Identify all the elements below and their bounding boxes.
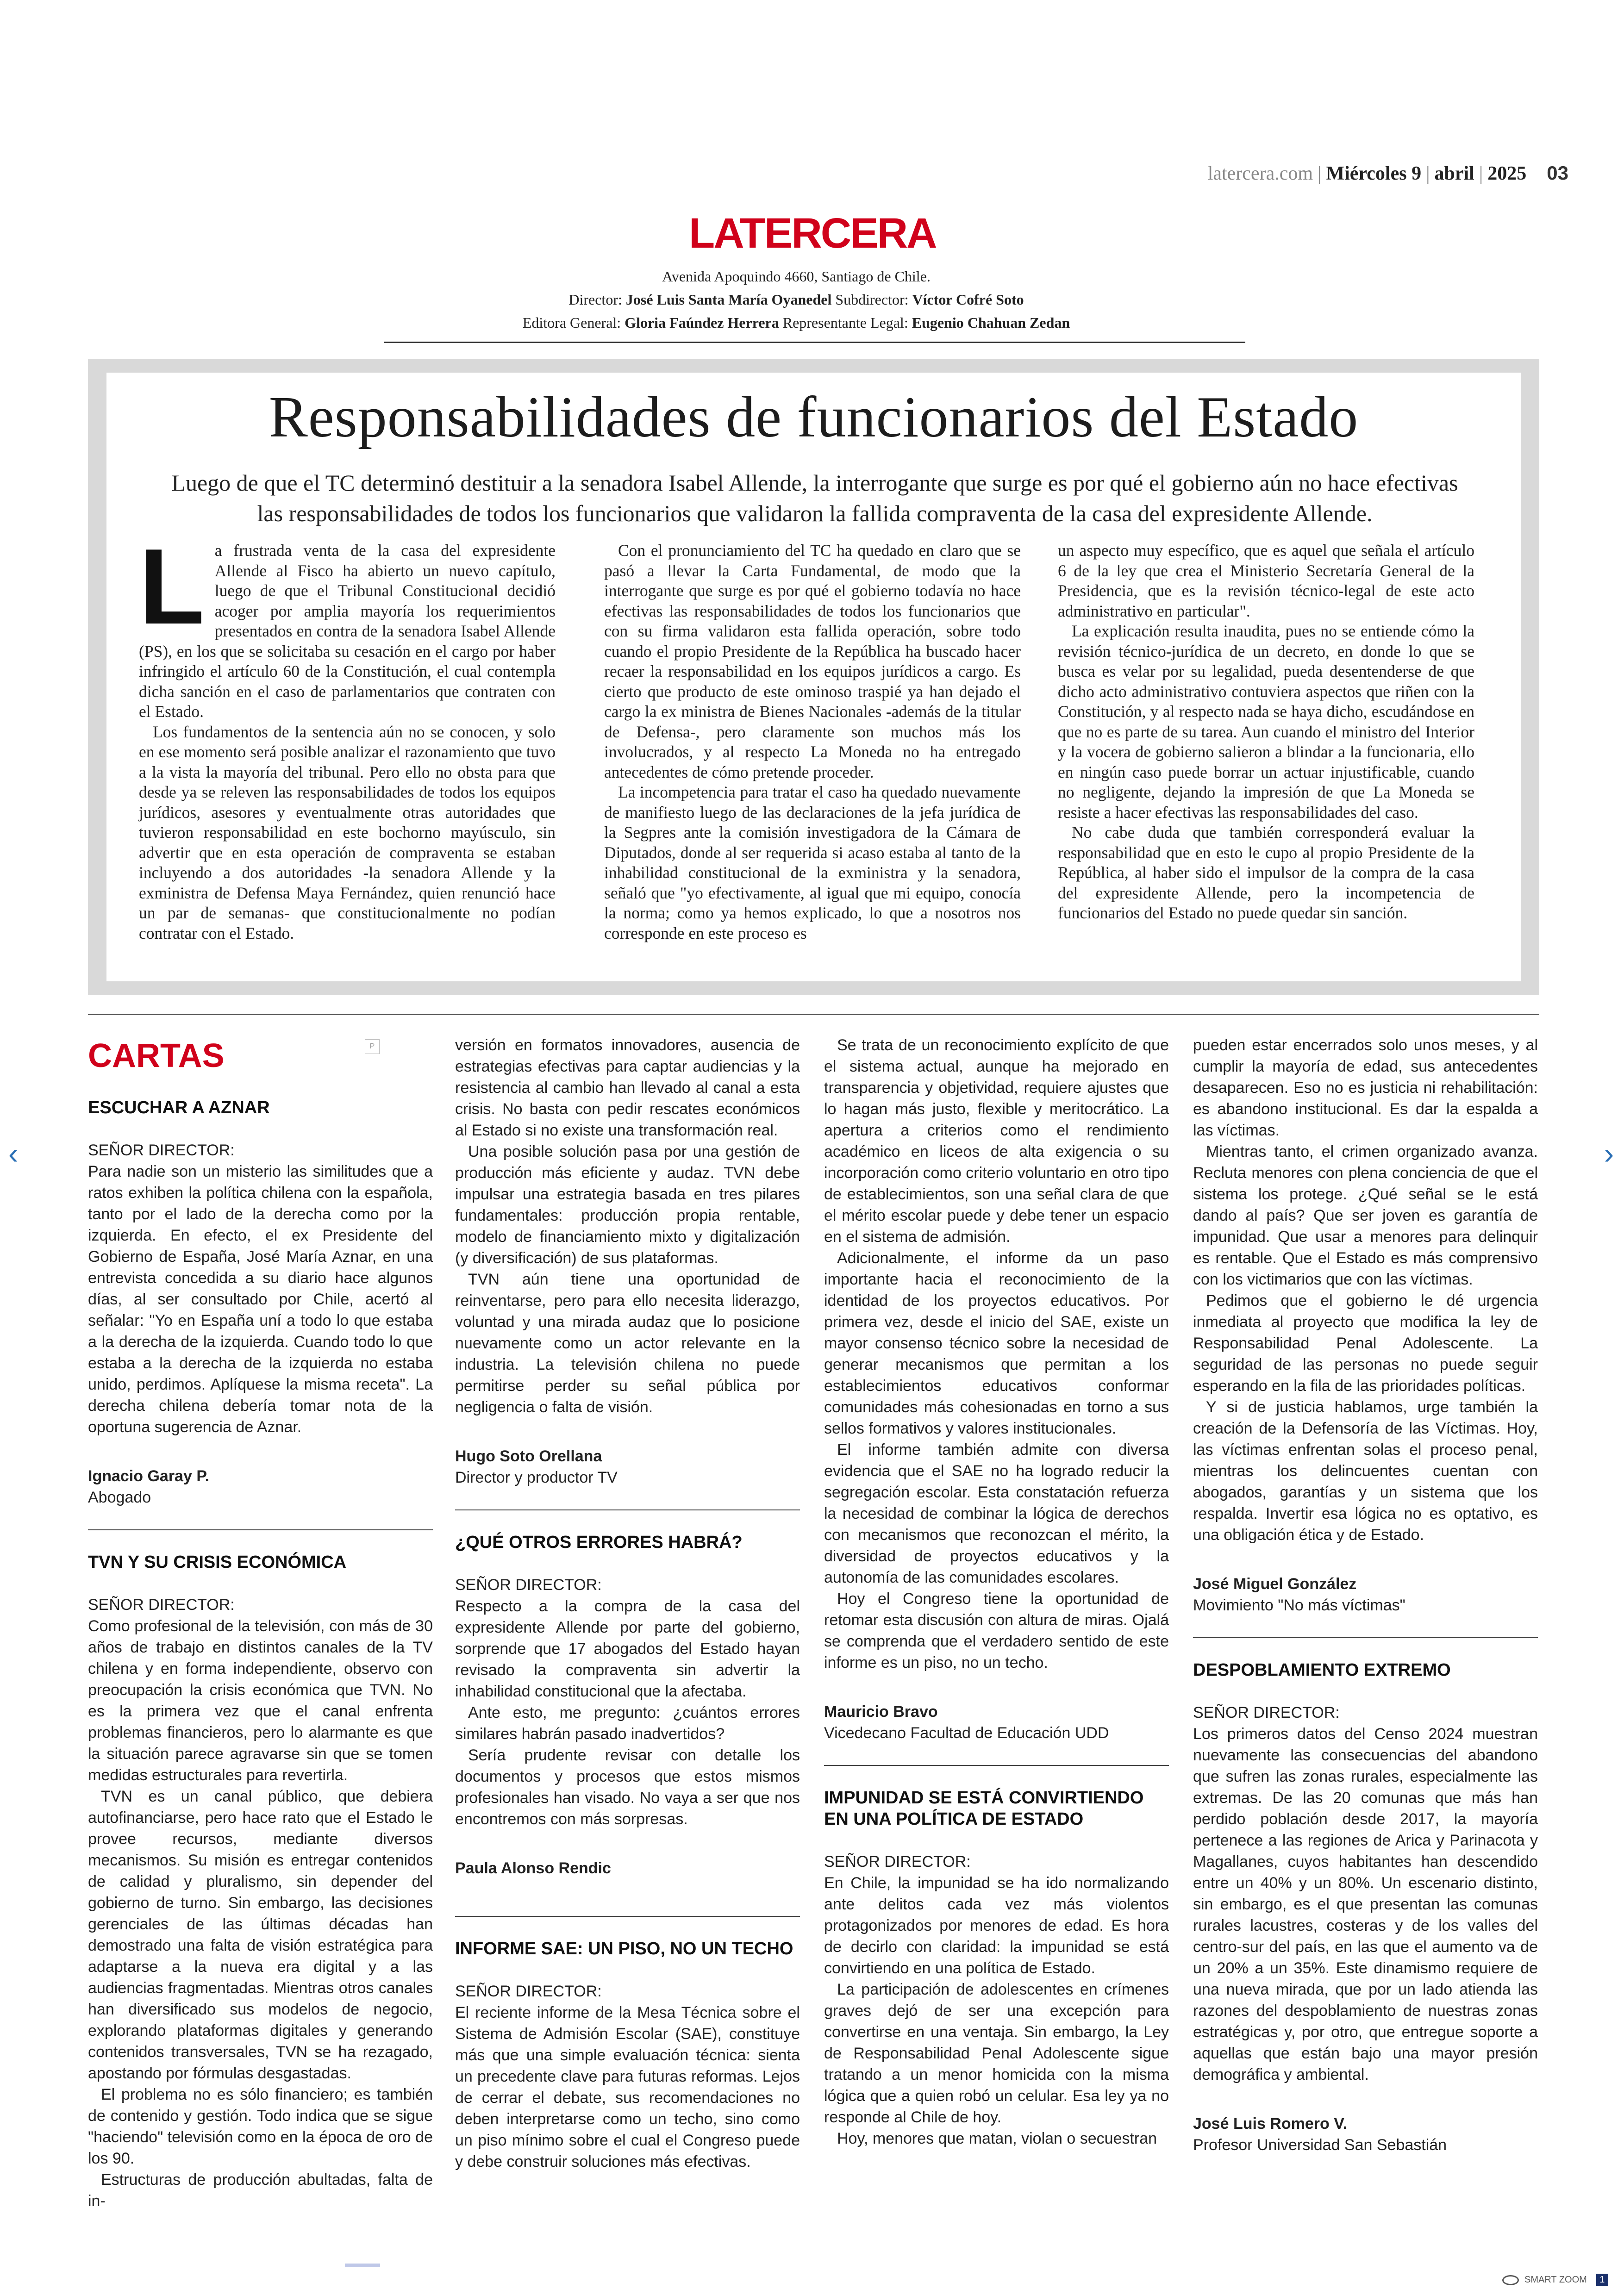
editorial-column-3 xyxy=(1058,541,1474,923)
letter-paragraph: TVN es un canal público, que debiera autofinanciarse, pero hace rato que el Estado le provee recursos, mediante diversos mecanismos. Su misión es entregar contenidos de calidad y pluralismo, sin depender del gobierno de turno. Sin embargo, las decisiones gerenciales de las últimas décadas han demostrado una falta de visión estratégica para adaptarse a la nueva era digital y a las audiencias fragmentadas. Mientras otros canales han diversificado sus modelos de negocio, explorando plataformas digitales y generando contenidos transversales, TVN se ha rezagado, apostando por fórmulas desgastadas. xyxy=(88,1788,433,2082)
letter-title: IMPUNIDAD SE ESTÁ CONVIRTIENDO EN UNA POLÍTICA DE ESTADO xyxy=(824,1788,1144,1829)
editora-line: Editora General: Gloria Faúndez Herrera Representante Legal: Eugenio Chahuan Zedan xyxy=(522,314,1070,331)
editorial-paragraph: La incompetencia para tratar el caso ha quedado nuevamente de manifiesto luego de las declaraciones de la jefa jurídica de la Segpres ante la comisión investigadora de la Cámara de Diputados, donde al ser requerida si acaso estaba al tanto de la inhabilidad constitucional de la exministra y la senadora, señaló que "yo efectivamente, al igual que mi equipo, conocía la norma; como ya hemos explicado, lo que a nosotros nos corresponde en este proceso es xyxy=(604,783,1021,942)
date-month: abril xyxy=(1434,163,1474,184)
dateline: latercera.com | Miércoles 9 | abril | 2025 03 xyxy=(1207,162,1568,184)
letters-column-1 xyxy=(88,1097,433,2212)
letter-paragraph: Hoy, menores que matan, violan o secuestran xyxy=(837,2130,1157,2147)
letter-paragraph: Pedimos que el gobierno le dé urgencia inmediata al proyecto que modifica la ley de Responsabilidad Penal Adolescente. La seguridad de las personas no puede seguir esperando en la fila de las prioridades políticas. xyxy=(1193,1292,1538,1395)
letter-role: Director y productor TV xyxy=(455,1469,618,1486)
masthead-credits xyxy=(417,265,1176,334)
page-number: 03 xyxy=(1547,162,1568,184)
letter-paragraph: Hoy el Congreso tiene la oportunidad de retomar esta discusión con altura de miras. Ojalá se comprenda que el verdadero sentido de este informe es un piso, no un techo. xyxy=(824,1590,1169,1671)
address: Avenida Apoquindo 4660, Santiago de Chile. xyxy=(662,268,931,285)
salutation: SEÑOR DIRECTOR: xyxy=(455,1576,602,1594)
letters-column-3 xyxy=(824,1035,1169,2149)
section-divider xyxy=(88,1014,1539,1015)
pin-icon: P xyxy=(365,1039,380,1054)
letter-paragraph: pueden estar encerrados solo unos meses, y al cumplir la mayoría de edad, sus antecedentes desaparecen. Eso no es justicia ni rehabilitación: es abandono institucional. Es dar la espalda a las víctimas. xyxy=(1193,1036,1538,1139)
letter-paragraph: Respecto a la compra de la casa del expresidente Allende por parte del gobierno, sorprende que 17 abogados del Estado hayan revisado la compraventa sin advertir la inhabilidad constitucional que la afectaba. xyxy=(455,1597,800,1700)
letter-divider xyxy=(1193,1637,1538,1638)
editorial-paragraph: un aspecto muy específico, que es aquel que señala el artículo 6 de la ley que crea el Ministerio Secretaría General de la Presidencia, que es la revisión técnico-legal de este acto administrativo en particular". xyxy=(1058,541,1474,620)
smart-zoom-label: SMART ZOOM xyxy=(1524,2275,1587,2285)
newspaper-logo: LATERCERA xyxy=(689,210,936,257)
letter-paragraph: Adicionalmente, el informe da un paso importante hacia el reconocimiento de la identidad de los proyectos educativos. Por primera vez, desde el inicio del SAE, existe un mayor consenso técnico sobre la necesidad de generar mecanismos que permitan a los establecimientos educativos conformar comunidades más cohesionadas en torno a sus sellos formativos y valores institucionales. xyxy=(824,1249,1169,1437)
letter-role: Abogado xyxy=(88,1489,151,1506)
letter-paragraph: Para nadie son un misterio las similitudes que a ratos exhiben la política chilena con la española, tanto por el lado de la derecha como por la izquierda. En efecto, el ex Presidente del Gobierno de España, José María Aznar, en una entrevista concedida a su diario hace algunos días, al ser consultado por Chile, acertó al señalar: "Yo en España uní a todo lo que estaba a la derecha de la izquierda. Cuando todo lo que estaba a la derecha de la izquierda no estaba unido, perdimos. Aplíquese la misma receta". La derecha chilena debería tomar nota de la oportuna sugerencia de Aznar. xyxy=(88,1163,433,1436)
letter-paragraph: El reciente informe de la Mesa Técnica sobre el Sistema de Admisión Escolar (SAE), constituye más que una simple evaluación técnica: sienta un precedente clave para futuras reformas. Lejos de cerrar el debate, sus recomendaciones no deben interpretarse como un techo, sino como un piso mínimo sobre el cual el Congreso puede y debe construir soluciones más efectivas. xyxy=(455,2004,800,2170)
letter-paragraph: Como profesional de la televisión, con más de 30 años de trabajo en distintos canales de la TV chilena y en forma independiente, observo con preocupación la crisis económica que TVN. No es la primera vez que el canal enfrenta problemas financieros, pero lo alarmante es que la situación parece agravarse sin que se tomen medidas estructurales para revertirla. xyxy=(88,1617,433,1784)
editorial-column-2 xyxy=(604,541,1021,943)
letter-author: José Luis Romero V. xyxy=(1193,2115,1348,2133)
page-scrollbar[interactable] xyxy=(345,2264,380,2267)
letter-paragraph: versión en formatos innovadores, ausencia de estrategias efectivas para captar audiencias y la resistencia al cambio han llevado al canal a esta crisis. No basta con pedir rescates económicos al Estado si no existe una transformación real. xyxy=(455,1036,800,1139)
letter-title: INFORME SAE: UN PISO, NO UN TECHO xyxy=(455,1939,793,1958)
editorial-paragraph: La explicación resulta inaudita, pues no se entiende cómo la revisión técnico-jurídica de un decreto, en donde lo que se busca es velar por su legalidad, pueda desentenderse de que dicho acto administrativo contuviera aspectos que riñen con la Constitución, y al respecto nada se haya dicho, escudándose en que no es parte de su tarea. Aun cuando el ministro del Interior y la vocera de gobierno salieron a blindar a la funcionaria, ello en ningún caso puede borrar un actuar injustificable, cuando no negligente, dejando la impresión de que La Moneda se resiste a hacer efectivas las responsabilidades del caso. xyxy=(1058,622,1474,822)
salutation: SEÑOR DIRECTOR: xyxy=(824,1853,971,1871)
next-page-icon[interactable]: › xyxy=(1604,1137,1614,1170)
salutation: SEÑOR DIRECTOR: xyxy=(88,1596,235,1614)
letter-paragraph: Sería prudente revisar con detalle los documentos y procesos que estos mismos profesionales han visado. No vaya a ser que nos encontremos con más sorpresas. xyxy=(455,1746,800,1828)
letter-author: Ignacio Garay P. xyxy=(88,1467,210,1485)
letter-title: TVN Y SU CRISIS ECONÓMICA xyxy=(88,1553,347,1572)
zoom-level-badge[interactable]: 1 xyxy=(1596,2274,1608,2286)
letter-divider xyxy=(455,1509,800,1510)
cartas-section-title: CARTAS xyxy=(88,1037,225,1074)
letters-column-4 xyxy=(1193,1035,1538,2156)
letter-paragraph: La participación de adolescentes en crímenes graves dejó de ser una excepción para convertirse en una ventaja. Sin embargo, la Ley de Responsabilidad Penal Adolescente sigue tratando a un menor homicida con la misma lógica que a quien robó un celular. Esa ley ya no responde al Chile de hoy. xyxy=(824,1981,1169,2126)
smart-zoom-control[interactable] xyxy=(1502,2274,1608,2286)
letter-title: ESCUCHAR A AZNAR xyxy=(88,1098,270,1117)
editorial-paragraph: Con el pronunciamiento del TC ha quedado en claro que se pasó a llevar la Carta Fundamental, de modo que la interrogante que surge es por qué el gobierno todavía no hace efectivas las responsabilidades de todos los funcionarios que con su firma validaron esta fallida operación, sobre todo cuando el propio Presidente de la República ha buscado hacer recaer la responsabilidad en los equipos jurídicos a cargo. Es cierto que producto de este ominoso traspié ya han dejado el cargo la ex ministra de Bienes Nacionales -además de la titular de Defensa-, pero claramente son muchos más los involucrados, y al respecto La Moneda no ha entregado antecedentes de cómo pretende proceder. xyxy=(604,541,1021,781)
letter-divider xyxy=(824,1765,1169,1766)
letter-role: Profesor Universidad San Sebastián xyxy=(1193,2136,1447,2154)
letter-paragraph: Se trata de un reconocimiento explícito de que el sistema actual, aunque ha mejorado en transparencia y objetividad, requiere ajustes que lo hagan más justo, flexible y meritocrático. La apertura a criterios como el rendimiento académico en liceos de alta exigencia o su incorporación como criterio voluntario en otro tipo de establecimientos, son una señal clara de que el mérito escolar puede y debe tener un espacio en el sistema de admisión. xyxy=(824,1036,1169,1246)
editorial-paragraph: No cabe duda que también corresponderá evaluar la responsabilidad que en esto le cupo al propio Presidente de la República, al haber sido el impulsor de la compra de la casa del expresidente Allende, pero la incompetencia de funcionarios del Estado no puede quedar sin sanción. xyxy=(1058,823,1474,922)
dropcap: L xyxy=(139,527,205,647)
previous-page-icon[interactable]: ‹ xyxy=(8,1137,19,1170)
letter-divider xyxy=(88,1529,433,1530)
letter-paragraph: TVN aún tiene una oportunidad de reinventarse, pero para ello necesita liderazgo, voluntad y una mirada audaz que lo posicione nuevamente como un actor relevante en la industria. La televisión chilena no puede permitirse perder su señal pública por negligencia o falta de visión. xyxy=(455,1271,800,1416)
editorial-title: Responsabilidades de funcionarios del Estado xyxy=(269,385,1359,449)
letter-paragraph: El informe también admite con diversa evidencia que el SAE no ha logrado reducir la segregación escolar. Esta constatación refuerza la necesidad de combinar la lógica de derechos con mecanismos que reconozcan el mérito, la diversidad de proyectos educativos y la autonomía de las comunidades escolares. xyxy=(824,1441,1169,1586)
letter-author: José Miguel González xyxy=(1193,1575,1357,1593)
letter-role: Movimiento "No más víctimas" xyxy=(1193,1597,1405,1614)
letters-column-2 xyxy=(455,1035,800,2172)
letter-paragraph: Una posible solución pasa por una gestión de producción más eficiente y audaz. TVN debe impulsar una estrategia basada en tres pilares fundamentales: producción propia rentable, modelo de financiamiento mixto y digitalización (y diversificación) de sus plataformas. xyxy=(455,1143,800,1267)
letter-paragraph: Mientras tanto, el crimen organizado avanza. Recluta menores con plena conciencia de que el sistema los protege. ¿Qué señal se le está dando al país? Que ser joven es garantía de impunidad. Que usar a menores para delinquir es rentable. Que el Estado es más comprensivo con los victimarios que con las víctimas. xyxy=(1193,1143,1538,1288)
letter-paragraph: Y si de justicia hablamos, urge también la creación de la Defensoría de las Víctimas. Hoy, las víctimas enfrentan solas el proceso penal, mientras los delincuentes cuentan con abogados, garantías y un sistema que los respalda. Invertir esa lógica no es optativo, es una obligación ética y de Estado. xyxy=(1193,1398,1538,1544)
salutation: SEÑOR DIRECTOR: xyxy=(455,1983,602,2000)
letter-author: Paula Alonso Rendic xyxy=(455,1859,611,1877)
letter-title: DESPOBLAMIENTO EXTREMO xyxy=(1193,1660,1451,1680)
salutation: SEÑOR DIRECTOR: xyxy=(88,1141,235,1159)
salutation: SEÑOR DIRECTOR: xyxy=(1193,1704,1340,1721)
editorial-column-1 xyxy=(139,527,556,943)
date-year: 2025 xyxy=(1487,163,1527,184)
letter-paragraph: En Chile, la impunidad se ha ido normalizando ante delitos cada vez más violentos protagonizados por menores de edad. Es hora de decirlo con claridad: la impunidad se está convirtiendo en una política de Estado. xyxy=(824,1874,1169,1977)
letter-paragraph: Los primeros datos del Censo 2024 muestran nuevamente las consecuencias del abandono que sufren las zonas rurales, especialmente las extremas. De las 20 comunas que más han perdido población desde 2017, la mayoría pertenece a las regiones de Arica y Parinacota y Magallanes, cuyos habitantes han descendido entre un 40% y un 80%. Un escenario distinto, sin embargo, es el que presentan las comunas rurales lacustres, costeras y de los valles del centro-sur del país, en las que el aumento va de un 20% a un 35%. Este dinamismo requiere de una nueva mirada, que por un lado atienda las razones del despoblamiento de nuestras zonas estratégicas y, por otro, que entregue soporte a aquellas que están bajo una mayor presión demográfica y ambiental. xyxy=(1193,1725,1538,2083)
letter-divider xyxy=(455,1916,800,1917)
eye-icon xyxy=(1502,2275,1519,2285)
editorial-paragraph: La frustrada venta de la casa del expresidente Allende al Fisco ha abierto un nuevo capítulo, luego de que el Tribunal Constitucional decidió acoger por amplia mayoría los requerimientos presentados en contra de la senadora Isabel Allende (PS), en los que se solicitaba su cesación en el cargo por haber infringido el artículo 60 de la Constitución, el cual contempla dicha sanción en el caso de parlamentarios que contraten con el Estado. xyxy=(139,527,556,721)
letter-role: Vicedecano Facultad de Educación UDD xyxy=(824,1724,1109,1742)
site-name: latercera.com xyxy=(1207,163,1313,184)
masthead-divider xyxy=(384,342,1245,343)
editorial-paragraph: Los fundamentos de la sentencia aún no se conocen, y solo en ese momento será posible analizar el razonamiento que tuvo a la vista la mayoría del tribunal. Pero ello no obsta para que desde ya se releven las responsabilidades de todos los equipos jurídicos, asesores y eventualmente otras autoridades que tuvieron responsabilidad en este bochorno mayúsculo, sin advertir que en esta operación de compraventa se estaban incluyendo a dos autoridades -la senadora Allende y la exministra de Defensa Maya Fernández, quien renunció hace un par de semanas- que constitucionalmente no podían contratar con el Estado. xyxy=(139,722,556,942)
letter-author: Hugo Soto Orellana xyxy=(455,1447,602,1465)
letter-title: ¿QUÉ OTROS ERRORES HABRÁ? xyxy=(455,1533,743,1552)
date-day: Miércoles 9 xyxy=(1326,163,1422,184)
letter-paragraph: Estructuras de producción abultadas, falta de in- xyxy=(88,2171,433,2210)
director-line: Director: José Luis Santa María Oyanedel Subdirector: Víctor Cofré Soto xyxy=(568,291,1024,308)
letter-paragraph: El problema no es sólo financiero; es también de contenido y gestión. Todo indica que se sigue "haciendo" televisión como en la época de oro de los 90. xyxy=(88,2086,433,2167)
letter-paragraph: Ante esto, me pregunto: ¿cuántos errores similares habrán pasado inadvertidos? xyxy=(455,1704,800,1743)
editorial-lead: Luego de que el TC determinó destituir a la senadora Isabel Allende, la interrogante que surge es por qué el gobierno aún no hace efectivas las responsabilidades de todos los funcionarios que validaron la fallida compraventa de la casa del expresidente Allende. xyxy=(171,470,1458,526)
letter-author: Mauricio Bravo xyxy=(824,1703,938,1721)
